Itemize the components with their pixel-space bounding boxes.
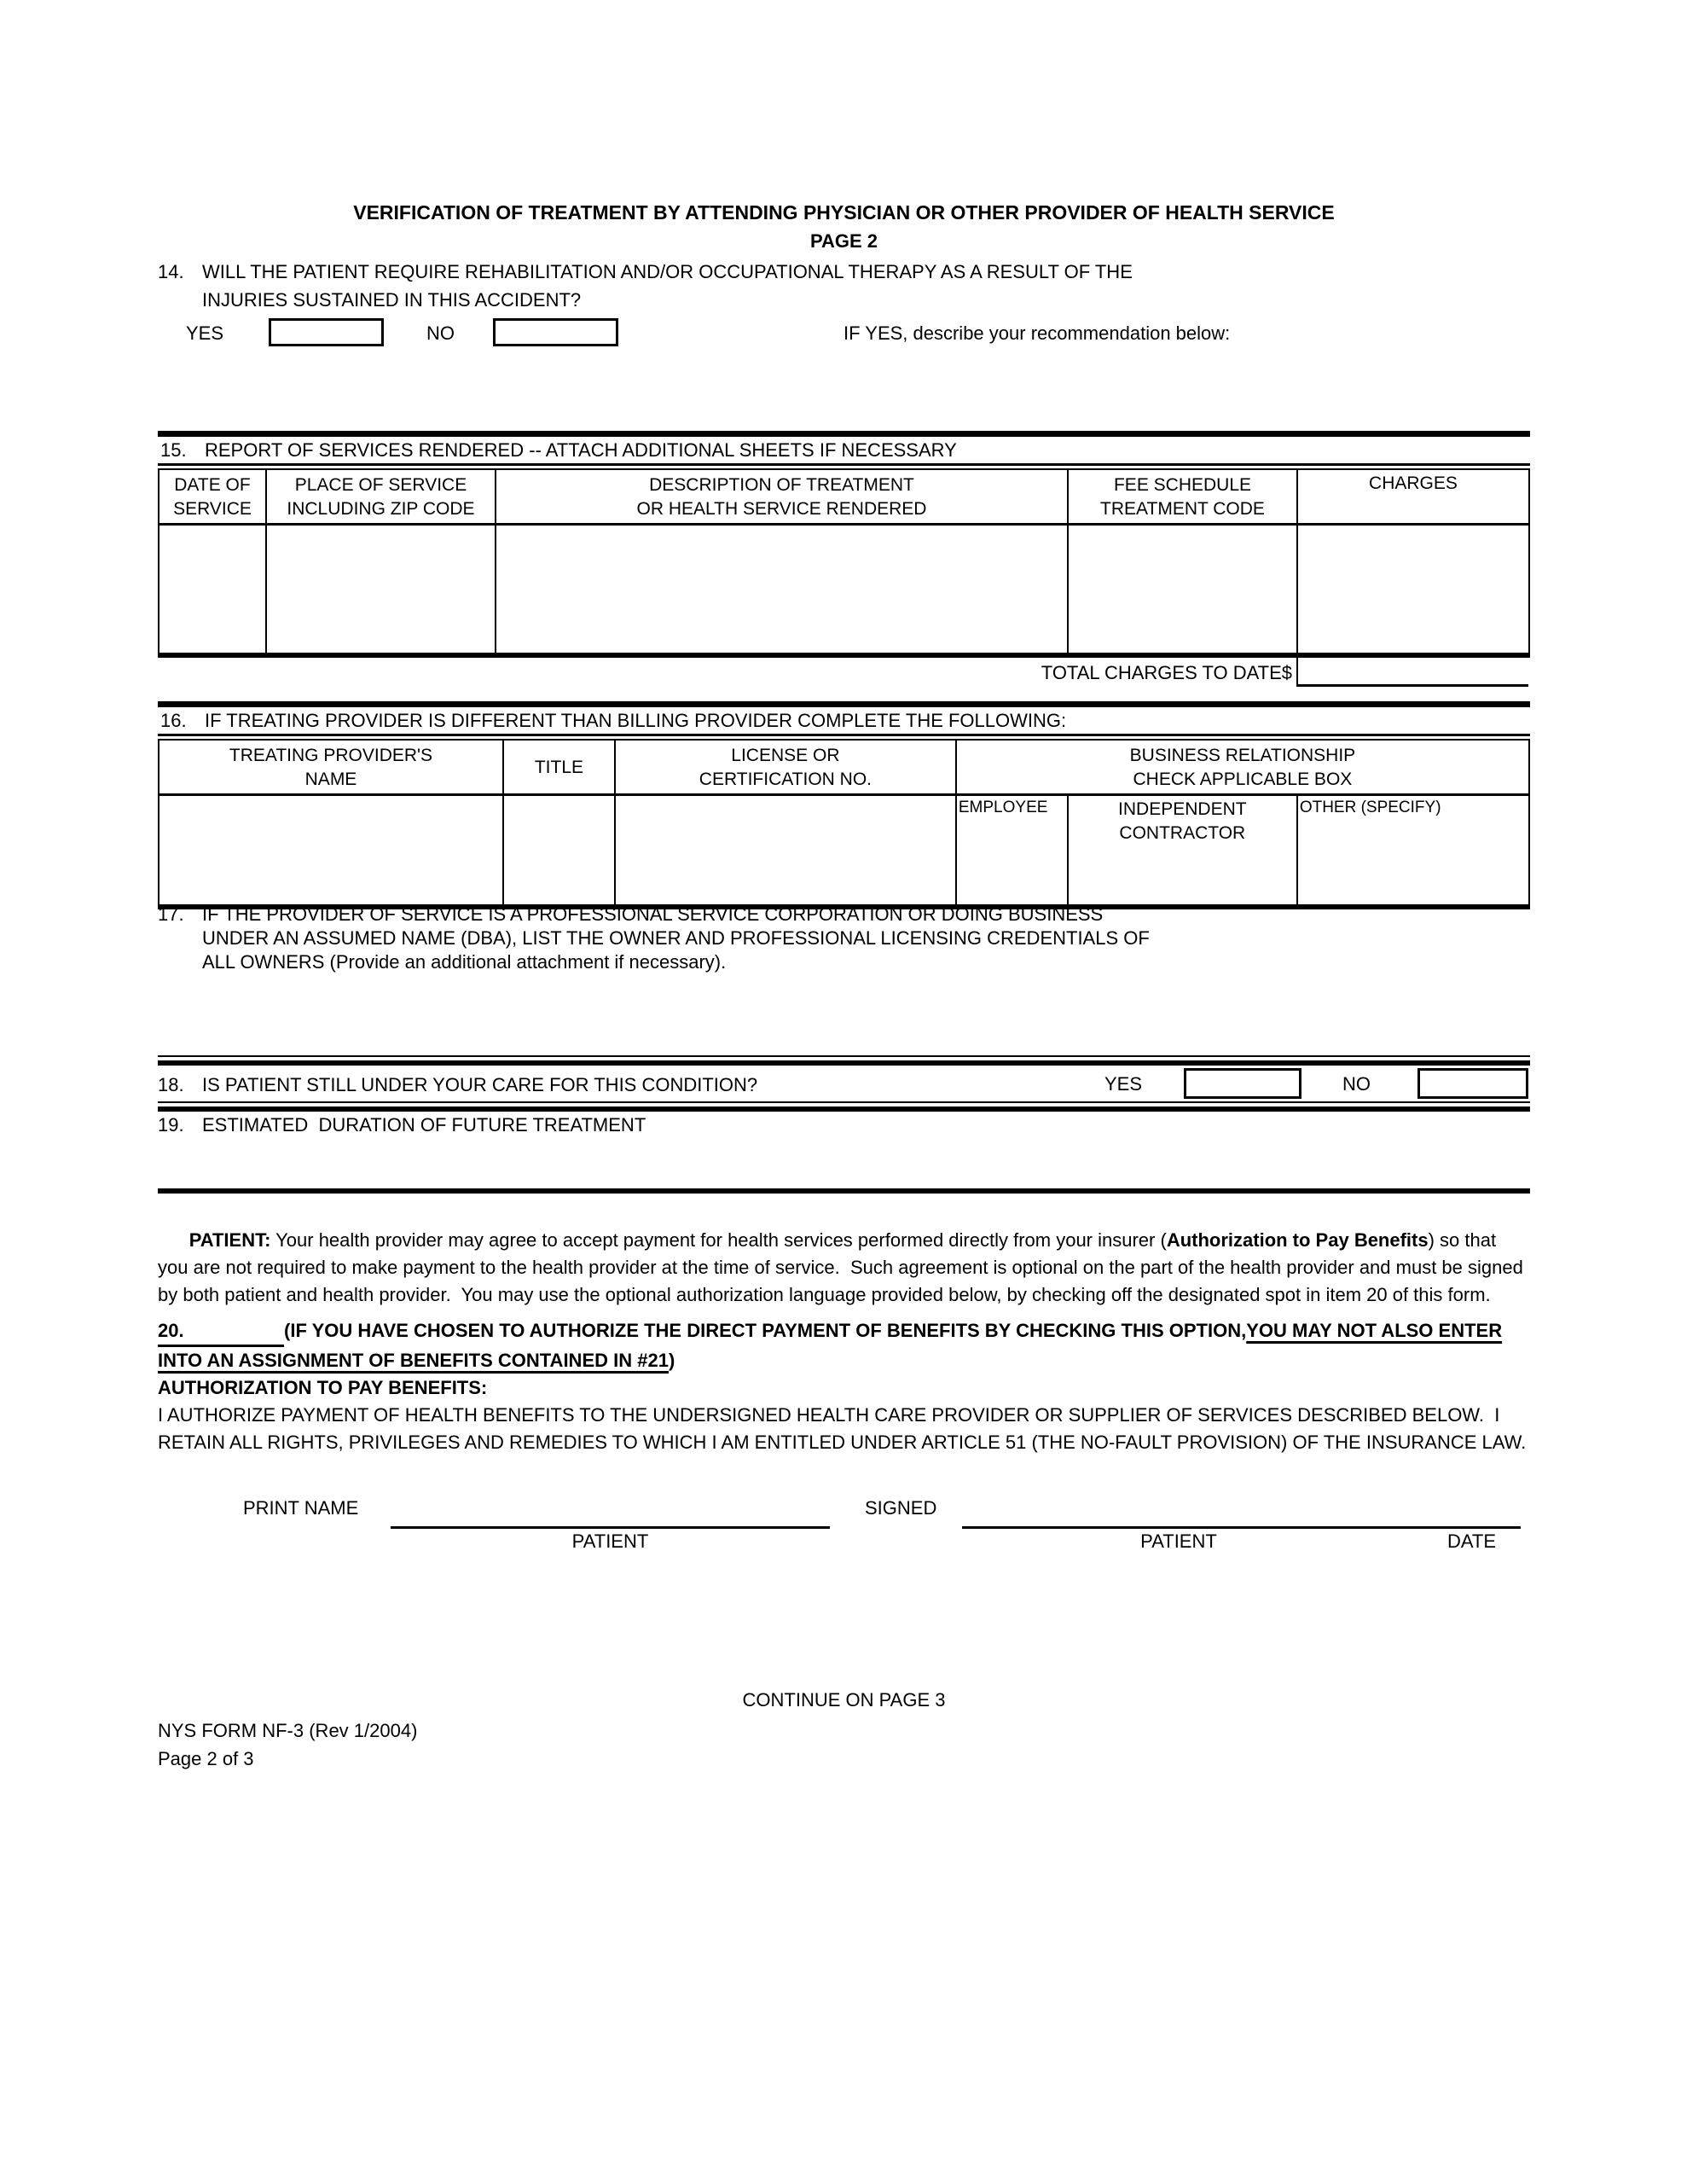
services-table <box>158 470 1530 653</box>
patient-notice-label: PATIENT: <box>188 1229 271 1251</box>
item-14-recommendation-area[interactable] <box>158 358 1530 427</box>
item-20-close-paren: ) <box>668 1350 675 1371</box>
item-18-no-checkbox[interactable] <box>1417 1068 1528 1099</box>
services-table-header <box>159 470 1528 526</box>
item-16-title-row <box>158 707 1530 734</box>
signature-area <box>158 1493 1530 1561</box>
item-19-number: 19. <box>158 1114 184 1136</box>
col-charges: CHARGES <box>1369 473 1458 493</box>
item-14-number: 14. <box>158 261 184 282</box>
item-17-owners-area[interactable] <box>158 981 1530 1049</box>
item-16-title-rule <box>158 734 1530 741</box>
patient-label-left: PATIENT <box>571 1531 649 1552</box>
item-16-top-rule <box>158 701 1530 707</box>
signed-label: SIGNED <box>865 1497 937 1519</box>
item-14-question-line1: WILL THE PATIENT REQUIRE REHABILITATION AND/OR OCCUPATIONAL THERAPY AS A RESULT OF THE <box>202 261 1133 282</box>
item-17 <box>158 903 1530 974</box>
description-input[interactable] <box>496 526 1069 653</box>
provider-table-body <box>159 796 1528 904</box>
item-20-bold-underlined: YOU MAY NOT ALSO ENTER INTO AN ASSIGNMENT OF BENEFITS CONTAINED IN #21 <box>158 1320 1503 1371</box>
item-20-bold-intro: (IF YOU HAVE CHOSEN TO AUTHORIZE THE DIRECT PAYMENT OF BENEFITS BY CHECKING THIS OPTION, <box>284 1320 1247 1341</box>
item-19 <box>158 1113 1530 1136</box>
patient-notice-text: PATIENT: Your health provider may agree to accept payment for health services performed directly from your insurer (Authorization to Pay Benefits) so that you are not required to make payment to the health provider at the time of service. Such agreement is optional on the part of the health provider and must be signed by both patient and health provider. You may use the optional authorization language provided below, by checking off the designated spot in item 20 of this form. <box>158 1229 1528 1305</box>
item-20-intro <box>158 1317 1530 1374</box>
item-18 <box>158 1055 1530 1112</box>
provider-table-header <box>159 741 1528 796</box>
item-17-line3: ALL OWNERS (Provide an additional attachment if necessary). <box>202 951 727 973</box>
item-14-if-yes-note: IF YES, describe your recommendation below: <box>844 322 1231 344</box>
total-charges-label: TOTAL CHARGES TO DATE$ <box>1041 662 1292 683</box>
date-label: DATE <box>1447 1531 1497 1552</box>
item-19-duration-area[interactable] <box>158 1141 1530 1184</box>
other-specify-cell[interactable]: OTHER (SPECIFY) <box>1299 799 1441 816</box>
item-14-no-label: NO <box>426 322 455 344</box>
item-18-no-label: NO <box>1342 1073 1371 1095</box>
item-18-yes-checkbox[interactable] <box>1184 1068 1301 1099</box>
page-number: Page 2 of 3 <box>158 1748 254 1769</box>
item-14 <box>158 258 1530 357</box>
form-id: NYS FORM NF-3 (Rev 1/2004) <box>158 1720 418 1741</box>
authorization-text: I AUTHORIZE PAYMENT OF HEALTH BENEFITS TO THE UNDERSIGNED HEALTH CARE PROVIDER OR SUPPLIER OF SERVICES DESCRIBED BELOW. I RETAIN ALL RIGHTS, PRIVILEGES AND REMEDIES TO WHICH I AM ENTITLED UNDER ARTICLE 51 (THE NO-FAULT PROVISION) OF THE INSURANCE LAW. <box>158 1404 1527 1453</box>
signed-line[interactable] <box>962 1526 1521 1529</box>
item-15-number: 15. <box>160 439 187 461</box>
form-header <box>158 200 1530 254</box>
total-charges-row <box>158 658 1530 689</box>
col-fee-schedule: FEE SCHEDULE TREATMENT CODE <box>1069 470 1298 523</box>
item-16-section <box>158 701 1530 909</box>
item-14-no-checkbox[interactable] <box>493 318 618 346</box>
col-license-certification: LICENSE OR CERTIFICATION NO. <box>616 741 957 793</box>
services-table-body <box>159 526 1528 653</box>
item-15-section <box>158 431 1530 689</box>
license-certification-input[interactable] <box>616 796 957 904</box>
employee-checkbox-cell[interactable]: EMPLOYEE <box>957 796 1069 904</box>
page-2-label: PAGE 2 <box>809 230 878 252</box>
col-place-of-service: PLACE OF SERVICE INCLUDING ZIP CODE <box>267 470 496 523</box>
charges-input[interactable] <box>1298 526 1528 653</box>
item-17-number: 17. <box>158 903 184 925</box>
item-14-question-line2: INJURIES SUSTAINED IN THIS ACCIDENT? <box>202 289 582 311</box>
page-title: VERIFICATION OF TREATMENT BY ATTENDING PHYSICIAN OR OTHER PROVIDER OF HEALTH SERVICE <box>353 201 1335 224</box>
item-14-yes-checkbox[interactable] <box>269 318 384 346</box>
independent-contractor-checkbox-cell[interactable]: INDEPENDENT CONTRACTOR <box>1069 796 1298 904</box>
item-15-title-row <box>158 437 1530 463</box>
authorization-heading: AUTHORIZATION TO PAY BENEFITS: <box>158 1377 488 1398</box>
treating-provider-name-input[interactable] <box>159 796 504 904</box>
continue-note: CONTINUE ON PAGE 3 <box>742 1689 946 1711</box>
total-charges-box[interactable] <box>1296 658 1528 687</box>
item-18-number: 18. <box>158 1074 184 1095</box>
item-20 <box>158 1317 1530 1456</box>
item-18-question: IS PATIENT STILL UNDER YOUR CARE FOR THIS CONDITION? <box>202 1074 758 1095</box>
place-of-service-input[interactable] <box>267 526 496 653</box>
item-14-answer-row <box>158 318 1530 357</box>
item-18-top-rule <box>158 1055 1530 1066</box>
col-description: DESCRIPTION OF TREATMENT OR HEALTH SERVICE RENDERED <box>496 470 1069 523</box>
patient-label-right: PATIENT <box>1140 1531 1217 1552</box>
fee-schedule-input[interactable] <box>1069 526 1298 653</box>
item-17-line1: IF THE PROVIDER OF SERVICE IS A PROFESSIONAL SERVICE CORPORATION OR DOING BUSINESS <box>202 903 1104 925</box>
date-of-service-input[interactable] <box>159 526 267 653</box>
patient-notice-top-rule <box>158 1188 1530 1194</box>
item-17-line2: UNDER AN ASSUMED NAME (DBA), LIST THE OWNER AND PROFESSIONAL LICENSING CREDENTIALS OF <box>202 927 1150 949</box>
item-16-title: IF TREATING PROVIDER IS DIFFERENT THAN BILLING PROVIDER COMPLETE THE FOLLOWING: <box>205 710 1067 731</box>
item-20-check-blank[interactable]: 20. <box>158 1317 284 1347</box>
item-14-yes-label: YES <box>186 322 224 344</box>
item-18-bottom-rule <box>158 1101 1530 1112</box>
item-15-title: REPORT OF SERVICES RENDERED -- ATTACH ADDITIONAL SHEETS IF NECESSARY <box>205 439 957 461</box>
item-19-text: ESTIMATED DURATION OF FUTURE TREATMENT <box>202 1114 646 1136</box>
print-name-label: PRINT NAME <box>243 1497 359 1519</box>
item-18-row <box>158 1066 1530 1101</box>
item-15-title-rule <box>158 463 1530 470</box>
col-business-relationship: BUSINESS RELATIONSHIP CHECK APPLICABLE BOX <box>1129 746 1356 789</box>
title-input[interactable] <box>504 796 616 904</box>
item-15-top-rule <box>158 431 1530 437</box>
provider-table <box>158 741 1530 904</box>
print-name-line[interactable] <box>391 1526 830 1529</box>
col-date-of-service: DATE OF SERVICE <box>159 470 267 523</box>
patient-notice <box>158 1188 1530 1336</box>
col-title: TITLE <box>504 741 616 793</box>
item-16-number: 16. <box>160 710 187 731</box>
item-18-yes-label: YES <box>1104 1073 1143 1095</box>
col-treating-provider-name: TREATING PROVIDER'S NAME <box>159 741 504 793</box>
